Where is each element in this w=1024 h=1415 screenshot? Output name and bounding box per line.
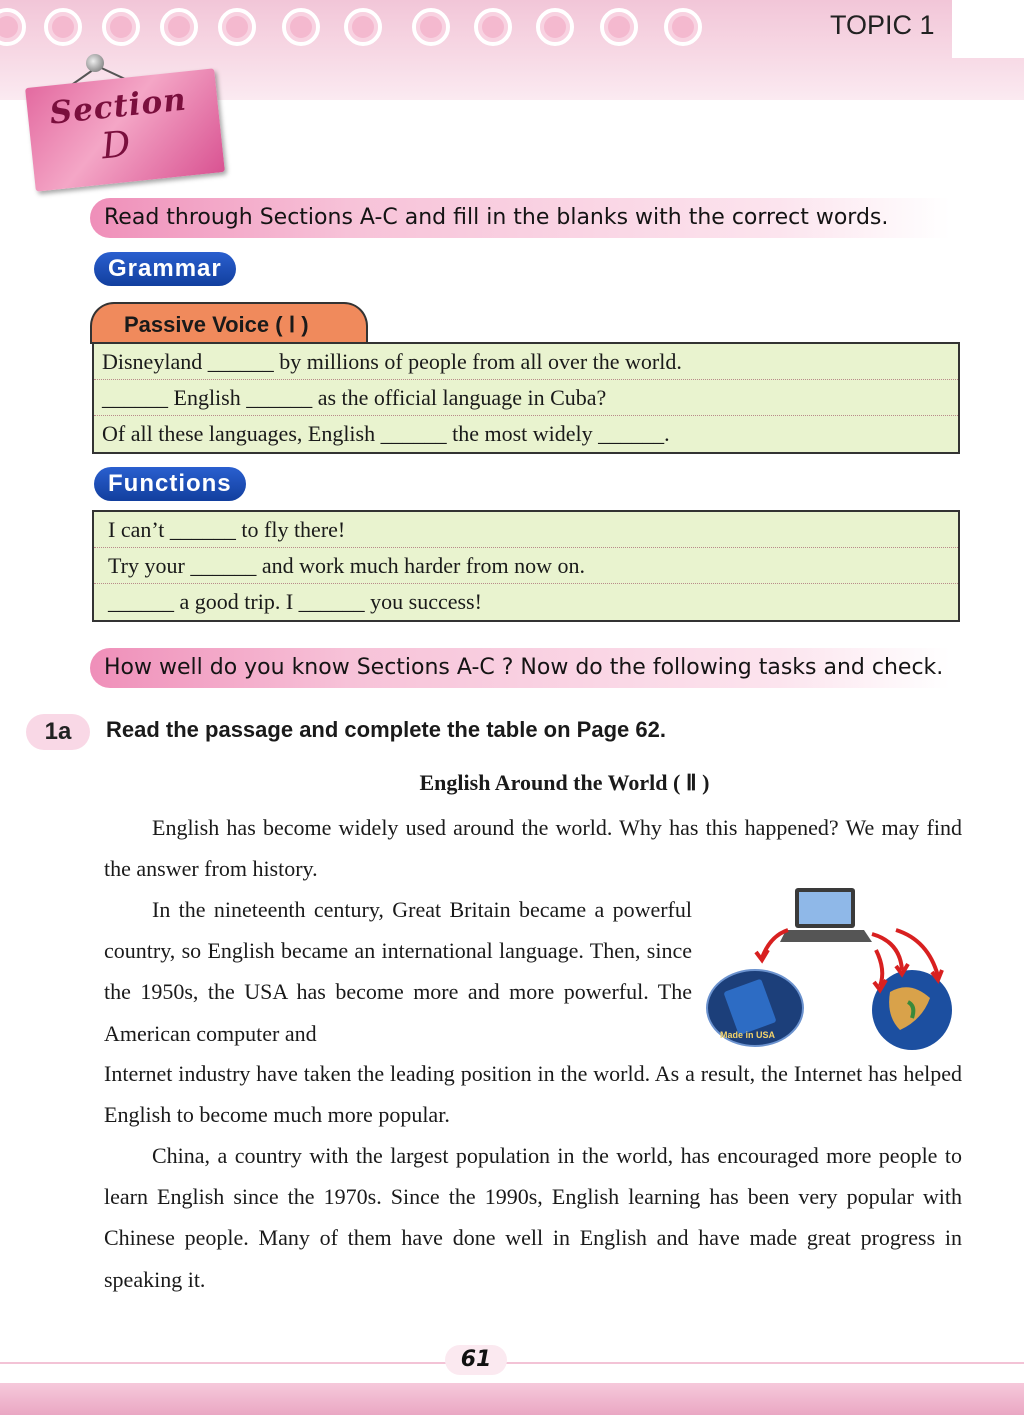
exercise-title: Read the passage and complete the table on Page 62. [106, 717, 666, 742]
passive-voice-title: Passive Voice ( Ⅰ ) [124, 312, 309, 337]
exercise-number: 1a [26, 714, 90, 750]
passage-paragraph-2 [104, 889, 692, 1054]
page-number: 61 [445, 1345, 507, 1375]
grammar-row: ______ English ______ as the official language in Cuba? [94, 380, 958, 416]
section-sign-letter: D [99, 123, 133, 168]
paragraph-text: English has become widely used around the world. Why has this happened? We may find the answer from history. [104, 815, 962, 882]
globe-book-icon [707, 970, 803, 1046]
passage-paragraph-3 [104, 1135, 962, 1300]
grammar-box [92, 342, 960, 454]
laptop-icon [780, 888, 872, 942]
functions-label: Functions [94, 467, 246, 501]
section-sign-word: Section [48, 81, 189, 132]
functions-box [92, 510, 960, 622]
topic-label: TOPIC 1 [830, 10, 935, 40]
pin-icon [86, 54, 104, 72]
bottom-pink-band [0, 1383, 1024, 1415]
functions-row: ______ a good trip. I ______ you success! [108, 589, 482, 614]
passage-paragraph-1 [104, 807, 962, 889]
internet-illustration [700, 880, 960, 1055]
passage-paragraph-2-cont [104, 1053, 962, 1135]
paragraph-text: In the nineteenth century, Great Britain became a powerful country, so English became an international language. Then, since the 1950s, the USA has become more and more powerful. The American computer and [104, 897, 692, 1046]
instruction-how-well: How well do you know Sections A-C ? Now do the following tasks and check. [104, 655, 944, 680]
instruction-banner-fill [90, 198, 950, 238]
passive-voice-tab [90, 302, 368, 344]
book-stamp: Made in USA [720, 1030, 776, 1040]
passage-title: English Around the World ( Ⅱ ) [419, 770, 710, 795]
paragraph-text: China, a country with the largest population in the world, has encouraged more people to learn English since the 1970s. Since the 1990s, English learning has been very popular with Chinese people. Many of them have done well in English and have made great progress in speaking it. [104, 1143, 962, 1292]
functions-row: Try your ______ and work much harder from now on. [94, 548, 958, 584]
functions-row: I can’t ______ to fly there! [94, 512, 958, 548]
grammar-row: Disneyland ______ by millions of people from all over the world. [94, 344, 958, 380]
footer-line [0, 1362, 1024, 1364]
paragraph-text: Internet industry have taken the leading position in the world. As a result, the Internet has helped English to become much more popular. [104, 1061, 962, 1128]
instruction-fill-blanks: Read through Sections A-C and fill in the blanks with the correct words. [104, 205, 889, 230]
instruction-banner-check [90, 648, 950, 688]
section-sign [25, 68, 225, 191]
grammar-label: Grammar [94, 252, 236, 286]
grammar-row: Of all these languages, English ______ the most widely ______. [102, 421, 670, 446]
